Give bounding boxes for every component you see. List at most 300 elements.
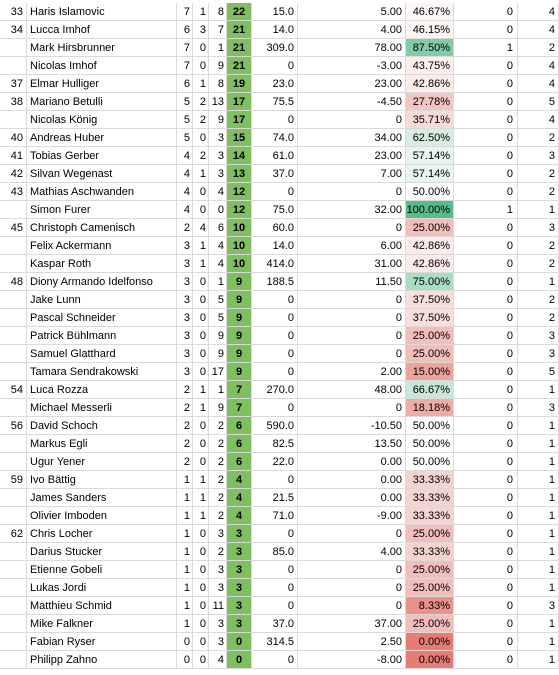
points-cell[interactable]: 21: [227, 57, 252, 75]
count-one-cell[interactable]: 0: [454, 21, 518, 39]
count-two-cell[interactable]: 1: [518, 633, 559, 651]
value-cell[interactable]: 14.0: [252, 21, 298, 39]
difference-cell[interactable]: 0: [298, 525, 406, 543]
count-two-cell[interactable]: 3: [518, 219, 559, 237]
rank-cell[interactable]: 62: [0, 525, 27, 543]
losses-cell[interactable]: 6: [209, 219, 227, 237]
value-cell[interactable]: 188.5: [252, 273, 298, 291]
rank-cell[interactable]: 37: [0, 75, 27, 93]
points-cell[interactable]: 17: [227, 111, 252, 129]
draws-cell[interactable]: 1: [193, 165, 209, 183]
value-cell[interactable]: 0: [252, 597, 298, 615]
difference-cell[interactable]: 0.00: [298, 489, 406, 507]
rank-cell[interactable]: 33: [0, 3, 27, 21]
rank-cell[interactable]: [0, 615, 27, 633]
count-one-cell[interactable]: 0: [454, 417, 518, 435]
player-name-cell[interactable]: Felix Ackermann: [27, 237, 177, 255]
value-cell[interactable]: 0: [252, 57, 298, 75]
count-two-cell[interactable]: 2: [518, 129, 559, 147]
points-cell[interactable]: 6: [227, 453, 252, 471]
draws-cell[interactable]: 0: [193, 183, 209, 201]
draws-cell[interactable]: 1: [193, 237, 209, 255]
losses-cell[interactable]: 1: [209, 381, 227, 399]
rank-cell[interactable]: 56: [0, 417, 27, 435]
win-percentage-cell[interactable]: 50.00%: [406, 435, 454, 453]
count-two-cell[interactable]: 1: [518, 417, 559, 435]
wins-cell[interactable]: 1: [177, 543, 193, 561]
wins-cell[interactable]: 5: [177, 93, 193, 111]
count-one-cell[interactable]: 0: [454, 453, 518, 471]
count-one-cell[interactable]: 0: [454, 399, 518, 417]
wins-cell[interactable]: 3: [177, 363, 193, 381]
difference-cell[interactable]: -4.50: [298, 93, 406, 111]
losses-cell[interactable]: 3: [209, 129, 227, 147]
rank-cell[interactable]: [0, 507, 27, 525]
win-percentage-cell[interactable]: 25.00%: [406, 219, 454, 237]
wins-cell[interactable]: 3: [177, 237, 193, 255]
draws-cell[interactable]: 0: [193, 435, 209, 453]
value-cell[interactable]: 22.0: [252, 453, 298, 471]
wins-cell[interactable]: 3: [177, 345, 193, 363]
win-percentage-cell[interactable]: 50.00%: [406, 183, 454, 201]
win-percentage-cell[interactable]: 66.67%: [406, 381, 454, 399]
player-name-cell[interactable]: Mathias Aschwanden: [27, 183, 177, 201]
win-percentage-cell[interactable]: 42.86%: [406, 75, 454, 93]
win-percentage-cell[interactable]: 33.33%: [406, 471, 454, 489]
player-name-cell[interactable]: Haris Islamovic: [27, 3, 177, 21]
difference-cell[interactable]: 11.50: [298, 273, 406, 291]
difference-cell[interactable]: -3.00: [298, 57, 406, 75]
count-one-cell[interactable]: 0: [454, 615, 518, 633]
difference-cell[interactable]: 0: [298, 345, 406, 363]
player-name-cell[interactable]: James Sanders: [27, 489, 177, 507]
value-cell[interactable]: 0: [252, 183, 298, 201]
difference-cell[interactable]: 32.00: [298, 201, 406, 219]
count-two-cell[interactable]: 1: [518, 489, 559, 507]
points-cell[interactable]: 15: [227, 129, 252, 147]
points-cell[interactable]: 3: [227, 615, 252, 633]
rank-cell[interactable]: [0, 363, 27, 381]
losses-cell[interactable]: 3: [209, 561, 227, 579]
count-two-cell[interactable]: 2: [518, 165, 559, 183]
player-name-cell[interactable]: Mike Falkner: [27, 615, 177, 633]
count-two-cell[interactable]: 2: [518, 237, 559, 255]
draws-cell[interactable]: 0: [193, 579, 209, 597]
win-percentage-cell[interactable]: 15.00%: [406, 363, 454, 381]
rank-cell[interactable]: 38: [0, 93, 27, 111]
draws-cell[interactable]: 0: [193, 561, 209, 579]
wins-cell[interactable]: 3: [177, 273, 193, 291]
difference-cell[interactable]: 78.00: [298, 39, 406, 57]
wins-cell[interactable]: 2: [177, 381, 193, 399]
difference-cell[interactable]: 0: [298, 597, 406, 615]
draws-cell[interactable]: 1: [193, 471, 209, 489]
count-one-cell[interactable]: 0: [454, 363, 518, 381]
player-name-cell[interactable]: Nicolas König: [27, 111, 177, 129]
count-two-cell[interactable]: 3: [518, 345, 559, 363]
wins-cell[interactable]: 7: [177, 3, 193, 21]
losses-cell[interactable]: 8: [209, 75, 227, 93]
losses-cell[interactable]: 2: [209, 453, 227, 471]
win-percentage-cell[interactable]: 87.50%: [406, 39, 454, 57]
losses-cell[interactable]: 9: [209, 327, 227, 345]
points-cell[interactable]: 3: [227, 561, 252, 579]
wins-cell[interactable]: 1: [177, 489, 193, 507]
player-name-cell[interactable]: Lukas Jordi: [27, 579, 177, 597]
difference-cell[interactable]: 0: [298, 219, 406, 237]
value-cell[interactable]: 0: [252, 399, 298, 417]
count-two-cell[interactable]: 5: [518, 93, 559, 111]
player-name-cell[interactable]: Jake Lunn: [27, 291, 177, 309]
wins-cell[interactable]: 6: [177, 21, 193, 39]
player-name-cell[interactable]: Diony Armando Idelfonso: [27, 273, 177, 291]
win-percentage-cell[interactable]: 0.00%: [406, 651, 454, 669]
count-one-cell[interactable]: 0: [454, 435, 518, 453]
player-name-cell[interactable]: Simon Furer: [27, 201, 177, 219]
count-one-cell[interactable]: 0: [454, 147, 518, 165]
draws-cell[interactable]: 1: [193, 3, 209, 21]
draws-cell[interactable]: 0: [193, 327, 209, 345]
count-one-cell[interactable]: 0: [454, 273, 518, 291]
rank-cell[interactable]: [0, 291, 27, 309]
count-two-cell[interactable]: 3: [518, 327, 559, 345]
count-one-cell[interactable]: 0: [454, 525, 518, 543]
wins-cell[interactable]: 2: [177, 399, 193, 417]
player-name-cell[interactable]: Mariano Betulli: [27, 93, 177, 111]
win-percentage-cell[interactable]: 43.75%: [406, 57, 454, 75]
player-name-cell[interactable]: Andreas Huber: [27, 129, 177, 147]
count-two-cell[interactable]: 2: [518, 255, 559, 273]
value-cell[interactable]: 82.5: [252, 435, 298, 453]
draws-cell[interactable]: 3: [193, 21, 209, 39]
losses-cell[interactable]: 3: [209, 147, 227, 165]
difference-cell[interactable]: 23.00: [298, 147, 406, 165]
difference-cell[interactable]: 0.00: [298, 453, 406, 471]
difference-cell[interactable]: 23.00: [298, 75, 406, 93]
losses-cell[interactable]: 1: [209, 273, 227, 291]
player-name-cell[interactable]: Michael Messerli: [27, 399, 177, 417]
losses-cell[interactable]: 2: [209, 543, 227, 561]
draws-cell[interactable]: 1: [193, 255, 209, 273]
count-two-cell[interactable]: 1: [518, 435, 559, 453]
rank-cell[interactable]: 59: [0, 471, 27, 489]
count-one-cell[interactable]: 0: [454, 543, 518, 561]
rank-cell[interactable]: 45: [0, 219, 27, 237]
wins-cell[interactable]: 3: [177, 309, 193, 327]
player-name-cell[interactable]: Patrick Bühlmann: [27, 327, 177, 345]
points-cell[interactable]: 10: [227, 255, 252, 273]
draws-cell[interactable]: 0: [193, 615, 209, 633]
wins-cell[interactable]: 4: [177, 147, 193, 165]
win-percentage-cell[interactable]: 50.00%: [406, 417, 454, 435]
losses-cell[interactable]: 4: [209, 255, 227, 273]
count-two-cell[interactable]: 1: [518, 453, 559, 471]
wins-cell[interactable]: 0: [177, 651, 193, 669]
losses-cell[interactable]: 4: [209, 651, 227, 669]
difference-cell[interactable]: 2.50: [298, 633, 406, 651]
player-name-cell[interactable]: Mark Hirsbrunner: [27, 39, 177, 57]
count-one-cell[interactable]: 0: [454, 165, 518, 183]
wins-cell[interactable]: 2: [177, 219, 193, 237]
win-percentage-cell[interactable]: 25.00%: [406, 525, 454, 543]
losses-cell[interactable]: 3: [209, 165, 227, 183]
win-percentage-cell[interactable]: 8.33%: [406, 597, 454, 615]
rank-cell[interactable]: [0, 345, 27, 363]
wins-cell[interactable]: 1: [177, 615, 193, 633]
difference-cell[interactable]: 0: [298, 183, 406, 201]
losses-cell[interactable]: 2: [209, 507, 227, 525]
count-one-cell[interactable]: 0: [454, 633, 518, 651]
points-cell[interactable]: 3: [227, 525, 252, 543]
count-two-cell[interactable]: 1: [518, 471, 559, 489]
points-cell[interactable]: 12: [227, 183, 252, 201]
player-name-cell[interactable]: Olivier Imboden: [27, 507, 177, 525]
difference-cell[interactable]: 5.00: [298, 3, 406, 21]
player-name-cell[interactable]: Nicolas Imhof: [27, 57, 177, 75]
count-one-cell[interactable]: 0: [454, 327, 518, 345]
count-one-cell[interactable]: 0: [454, 489, 518, 507]
count-two-cell[interactable]: 1: [518, 561, 559, 579]
count-two-cell[interactable]: 2: [518, 291, 559, 309]
losses-cell[interactable]: 7: [209, 21, 227, 39]
win-percentage-cell[interactable]: 57.14%: [406, 165, 454, 183]
draws-cell[interactable]: 0: [193, 39, 209, 57]
rank-cell[interactable]: 54: [0, 381, 27, 399]
win-percentage-cell[interactable]: 35.71%: [406, 111, 454, 129]
draws-cell[interactable]: 0: [193, 597, 209, 615]
difference-cell[interactable]: 37.00: [298, 615, 406, 633]
count-two-cell[interactable]: 1: [518, 201, 559, 219]
value-cell[interactable]: 60.0: [252, 219, 298, 237]
losses-cell[interactable]: 5: [209, 309, 227, 327]
count-two-cell[interactable]: 3: [518, 147, 559, 165]
rank-cell[interactable]: 34: [0, 21, 27, 39]
player-name-cell[interactable]: Tobias Gerber: [27, 147, 177, 165]
win-percentage-cell[interactable]: 33.33%: [406, 543, 454, 561]
losses-cell[interactable]: 11: [209, 597, 227, 615]
rank-cell[interactable]: 41: [0, 147, 27, 165]
draws-cell[interactable]: 2: [193, 147, 209, 165]
wins-cell[interactable]: 2: [177, 417, 193, 435]
value-cell[interactable]: 270.0: [252, 381, 298, 399]
win-percentage-cell[interactable]: 100.00%: [406, 201, 454, 219]
win-percentage-cell[interactable]: 25.00%: [406, 615, 454, 633]
count-two-cell[interactable]: 1: [518, 273, 559, 291]
value-cell[interactable]: 71.0: [252, 507, 298, 525]
count-two-cell[interactable]: 1: [518, 615, 559, 633]
points-cell[interactable]: 9: [227, 363, 252, 381]
value-cell[interactable]: 21.5: [252, 489, 298, 507]
draws-cell[interactable]: 1: [193, 489, 209, 507]
count-one-cell[interactable]: 0: [454, 651, 518, 669]
rank-cell[interactable]: [0, 237, 27, 255]
draws-cell[interactable]: 0: [193, 57, 209, 75]
rank-cell[interactable]: [0, 327, 27, 345]
count-two-cell[interactable]: 4: [518, 21, 559, 39]
points-cell[interactable]: 4: [227, 471, 252, 489]
player-name-cell[interactable]: Elmar Hulliger: [27, 75, 177, 93]
difference-cell[interactable]: 31.00: [298, 255, 406, 273]
points-cell[interactable]: 22: [227, 3, 252, 21]
player-name-cell[interactable]: Ugur Yener: [27, 453, 177, 471]
difference-cell[interactable]: 0.00: [298, 471, 406, 489]
player-name-cell[interactable]: Kaspar Roth: [27, 255, 177, 273]
rank-cell[interactable]: [0, 597, 27, 615]
player-name-cell[interactable]: Silvan Wegenast: [27, 165, 177, 183]
difference-cell[interactable]: 0: [298, 111, 406, 129]
draws-cell[interactable]: 1: [193, 75, 209, 93]
value-cell[interactable]: 85.0: [252, 543, 298, 561]
player-name-cell[interactable]: Samuel Glatthard: [27, 345, 177, 363]
points-cell[interactable]: 9: [227, 273, 252, 291]
points-cell[interactable]: 9: [227, 291, 252, 309]
wins-cell[interactable]: 6: [177, 75, 193, 93]
points-cell[interactable]: 4: [227, 507, 252, 525]
win-percentage-cell[interactable]: 25.00%: [406, 561, 454, 579]
value-cell[interactable]: 74.0: [252, 129, 298, 147]
count-two-cell[interactable]: 1: [518, 507, 559, 525]
win-percentage-cell[interactable]: 75.00%: [406, 273, 454, 291]
wins-cell[interactable]: 1: [177, 507, 193, 525]
points-cell[interactable]: 3: [227, 579, 252, 597]
points-cell[interactable]: 6: [227, 435, 252, 453]
losses-cell[interactable]: 2: [209, 435, 227, 453]
win-percentage-cell[interactable]: 33.33%: [406, 489, 454, 507]
losses-cell[interactable]: 3: [209, 579, 227, 597]
count-two-cell[interactable]: 2: [518, 183, 559, 201]
value-cell[interactable]: 14.0: [252, 237, 298, 255]
draws-cell[interactable]: 0: [193, 453, 209, 471]
value-cell[interactable]: 0: [252, 651, 298, 669]
difference-cell[interactable]: 0: [298, 399, 406, 417]
count-one-cell[interactable]: 1: [454, 39, 518, 57]
win-percentage-cell[interactable]: 25.00%: [406, 327, 454, 345]
draws-cell[interactable]: 0: [193, 543, 209, 561]
wins-cell[interactable]: 5: [177, 129, 193, 147]
rank-cell[interactable]: 42: [0, 165, 27, 183]
losses-cell[interactable]: 9: [209, 57, 227, 75]
win-percentage-cell[interactable]: 57.14%: [406, 147, 454, 165]
value-cell[interactable]: 0: [252, 309, 298, 327]
points-cell[interactable]: 0: [227, 633, 252, 651]
rank-cell[interactable]: [0, 561, 27, 579]
points-cell[interactable]: 3: [227, 543, 252, 561]
losses-cell[interactable]: 2: [209, 471, 227, 489]
count-one-cell[interactable]: 0: [454, 237, 518, 255]
rank-cell[interactable]: [0, 633, 27, 651]
points-cell[interactable]: 21: [227, 21, 252, 39]
points-cell[interactable]: 7: [227, 399, 252, 417]
value-cell[interactable]: 0: [252, 471, 298, 489]
difference-cell[interactable]: 0: [298, 579, 406, 597]
rank-cell[interactable]: [0, 651, 27, 669]
points-cell[interactable]: 10: [227, 237, 252, 255]
wins-cell[interactable]: 4: [177, 201, 193, 219]
count-one-cell[interactable]: 0: [454, 507, 518, 525]
win-percentage-cell[interactable]: 18.18%: [406, 399, 454, 417]
count-two-cell[interactable]: 2: [518, 39, 559, 57]
losses-cell[interactable]: 8: [209, 3, 227, 21]
player-name-cell[interactable]: Tamara Sendrakowski: [27, 363, 177, 381]
player-name-cell[interactable]: Lucca Imhof: [27, 21, 177, 39]
value-cell[interactable]: 23.0: [252, 75, 298, 93]
points-cell[interactable]: 9: [227, 345, 252, 363]
losses-cell[interactable]: 5: [209, 291, 227, 309]
draws-cell[interactable]: 2: [193, 111, 209, 129]
wins-cell[interactable]: 0: [177, 633, 193, 651]
wins-cell[interactable]: 4: [177, 183, 193, 201]
losses-cell[interactable]: 2: [209, 489, 227, 507]
win-percentage-cell[interactable]: 50.00%: [406, 453, 454, 471]
rank-cell[interactable]: 48: [0, 273, 27, 291]
points-cell[interactable]: 10: [227, 219, 252, 237]
wins-cell[interactable]: 1: [177, 525, 193, 543]
value-cell[interactable]: 0: [252, 579, 298, 597]
points-cell[interactable]: 13: [227, 165, 252, 183]
draws-cell[interactable]: 0: [193, 273, 209, 291]
win-percentage-cell[interactable]: 42.86%: [406, 255, 454, 273]
player-name-cell[interactable]: Pascal Schneider: [27, 309, 177, 327]
points-cell[interactable]: 3: [227, 597, 252, 615]
points-cell[interactable]: 7: [227, 381, 252, 399]
difference-cell[interactable]: 34.00: [298, 129, 406, 147]
rank-cell[interactable]: [0, 579, 27, 597]
difference-cell[interactable]: 0: [298, 561, 406, 579]
wins-cell[interactable]: 7: [177, 57, 193, 75]
count-one-cell[interactable]: 0: [454, 255, 518, 273]
points-cell[interactable]: 9: [227, 309, 252, 327]
difference-cell[interactable]: -8.00: [298, 651, 406, 669]
difference-cell[interactable]: 4.00: [298, 21, 406, 39]
draws-cell[interactable]: 0: [193, 309, 209, 327]
losses-cell[interactable]: 9: [209, 111, 227, 129]
losses-cell[interactable]: 3: [209, 525, 227, 543]
count-two-cell[interactable]: 1: [518, 651, 559, 669]
losses-cell[interactable]: 3: [209, 615, 227, 633]
count-one-cell[interactable]: 0: [454, 309, 518, 327]
rank-cell[interactable]: [0, 57, 27, 75]
draws-cell[interactable]: 0: [193, 651, 209, 669]
count-two-cell[interactable]: 1: [518, 381, 559, 399]
draws-cell[interactable]: 4: [193, 219, 209, 237]
draws-cell[interactable]: 0: [193, 417, 209, 435]
count-two-cell[interactable]: 3: [518, 399, 559, 417]
losses-cell[interactable]: 4: [209, 183, 227, 201]
win-percentage-cell[interactable]: 25.00%: [406, 579, 454, 597]
count-two-cell[interactable]: 1: [518, 525, 559, 543]
player-name-cell[interactable]: Luca Rozza: [27, 381, 177, 399]
draws-cell[interactable]: 0: [193, 633, 209, 651]
value-cell[interactable]: 61.0: [252, 147, 298, 165]
draws-cell[interactable]: 1: [193, 507, 209, 525]
win-percentage-cell[interactable]: 62.50%: [406, 129, 454, 147]
count-one-cell[interactable]: 0: [454, 579, 518, 597]
losses-cell[interactable]: 4: [209, 237, 227, 255]
wins-cell[interactable]: 3: [177, 291, 193, 309]
count-one-cell[interactable]: 0: [454, 561, 518, 579]
rank-cell[interactable]: [0, 489, 27, 507]
rank-cell[interactable]: [0, 255, 27, 273]
losses-cell[interactable]: 0: [209, 201, 227, 219]
player-name-cell[interactable]: David Schoch: [27, 417, 177, 435]
count-one-cell[interactable]: 0: [454, 471, 518, 489]
rank-cell[interactable]: [0, 543, 27, 561]
win-percentage-cell[interactable]: 33.33%: [406, 507, 454, 525]
draws-cell[interactable]: 1: [193, 381, 209, 399]
count-one-cell[interactable]: 0: [454, 129, 518, 147]
count-one-cell[interactable]: 0: [454, 183, 518, 201]
rank-cell[interactable]: 40: [0, 129, 27, 147]
